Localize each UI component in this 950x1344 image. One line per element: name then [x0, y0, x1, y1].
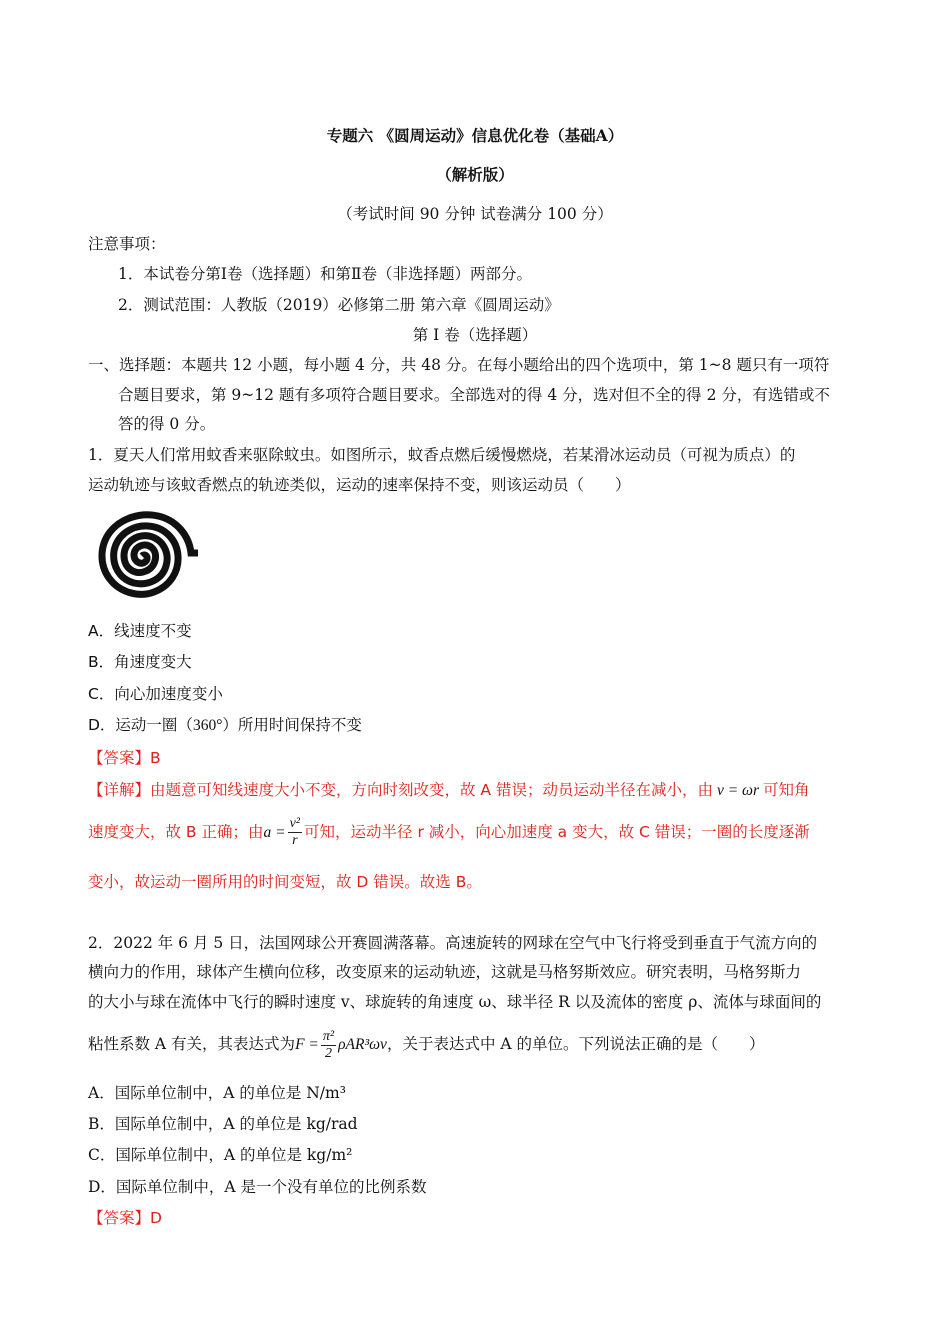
question-2-line-4 — [88, 1022, 765, 1066]
q1-detail-text-d: 可知，运动半径 r 减小，向心加速度 a 变大，故 C 错误；一圈的长度逐渐 — [304, 823, 810, 841]
notice-item-2: 2．测试范围：人教版（2019）必修第二册 第六章《圆周运动》 — [118, 296, 560, 314]
q1-option-d-pre: D．运动一圈（ — [88, 716, 193, 734]
question-2-line-2: 横向力的作用，球体产生横向位移，改变原来的运动轨迹，这就是马格努斯效应。研究表明，马格努斯力 — [88, 963, 802, 981]
q1-detail-text-a: 【详解】由题意可知线速度大小不变，方向时刻改变，故 A 错误；动员运动半径在减小，由 — [88, 781, 713, 799]
q2-option-d: D．国际单位制中，A 是一个没有单位的比例系数 — [88, 1178, 427, 1196]
doc-subtitle: （解析版） — [436, 165, 514, 184]
q1-option-a: A．线速度不变 — [88, 622, 192, 640]
mosquito-coil-image — [86, 504, 206, 610]
fraction-numerator: v² — [289, 816, 301, 831]
q1-detail-text-c: 速度变大，故 B 正确；由 — [88, 823, 264, 841]
question-1-line-1: 1．夏天人们常用蚊香来驱除蚊虫。如图所示，蚊香点燃后缓慢燃烧，若某滑冰运动员（可视为质点）的 — [88, 446, 796, 464]
fraction-numerator: π² — [322, 1028, 335, 1044]
q2-text-b: ，关于表达式中 A 的单位。下列说法正确的是（ ） — [386, 1035, 765, 1053]
q1-detail-line-3: 变小，故运动一圈所用的时间变短，故 D 错误。故选 B。 — [88, 873, 482, 891]
doc-title: 专题六 《圆周运动》信息优化卷（基础A） — [326, 126, 624, 145]
q1-answer: 【答案】B — [88, 749, 161, 767]
question-2-line-3: 的大小与球在流体中飞行的瞬时速度 v、球旋转的角速度 ω、球半径 R 以及流体的密度 ρ、流体与球面间的 — [88, 993, 822, 1011]
q1-detail-text-b: 可知角 — [763, 781, 810, 799]
notice-item-1: 1．本试卷分第Ⅰ卷（选择题）和第Ⅱ卷（非选择题）两部分。 — [118, 265, 533, 283]
q1-detail-line-1 — [88, 780, 810, 801]
section-title: 第 Ⅰ 卷（选择题） — [412, 326, 538, 344]
q1-detail-line-2 — [88, 812, 810, 852]
notice-heading: 注意事项： — [88, 235, 166, 253]
q2-text-a: 粘性系数 A 有关，其表达式为 — [88, 1035, 296, 1053]
q1-option-c: C．向心加速度变小 — [88, 685, 223, 703]
q1-option-d-post: ）所用时间保持不变 — [222, 716, 362, 734]
q2-option-a: A．国际单位制中，A 的单位是 N/m³ — [88, 1084, 346, 1102]
fraction-denominator: r — [292, 833, 298, 848]
instructions-line-2: 合题目要求，第 9~12 题有多项符合题目要求。全部选对的得 4 分，选对但不全的得 2 分，有选错或不 — [118, 386, 830, 404]
q1-option-b: B．角速度变大 — [88, 653, 192, 671]
instructions-line-1: 一、选择题：本题共 12 小题，每小题 4 分，共 48 分。在每小题给出的四个选项中，第 1~8 题只有一项符 — [88, 356, 830, 374]
q2-formula-rhs: ρAR³ωv — [338, 1036, 387, 1053]
q1-detail-formula-v: v = ωr — [716, 782, 760, 799]
q2-option-c: C．国际单位制中，A 的单位是 kg/m² — [88, 1146, 353, 1164]
q1-detail-fraction — [288, 816, 302, 849]
q1-detail-formula-a: a = — [263, 824, 286, 841]
q2-formula-fraction — [321, 1029, 336, 1062]
q2-option-b: B．国际单位制中，A 的单位是 kg/rad — [88, 1115, 358, 1133]
question-2-line-1: 2．2022 年 6 月 5 日，法国网球公开赛圆满落幕。高速旋转的网球在空气中飞行将受到垂直于气流方向的 — [88, 934, 818, 952]
q2-formula-lhs: F = — [295, 1036, 319, 1053]
exam-info: （考试时间 90 分钟 试卷满分 100 分） — [337, 205, 613, 223]
fraction-denominator: 2 — [324, 1045, 332, 1061]
instructions-line-3: 答的得 0 分。 — [118, 415, 216, 433]
q2-answer: 【答案】D — [88, 1209, 162, 1227]
q1-option-d-math: 360° — [192, 717, 223, 734]
question-1-line-2: 运动轨迹与该蚊香燃点的轨迹类似，运动的速率保持不变，则该运动员（ ） — [88, 476, 631, 494]
q1-option-d — [88, 715, 362, 736]
